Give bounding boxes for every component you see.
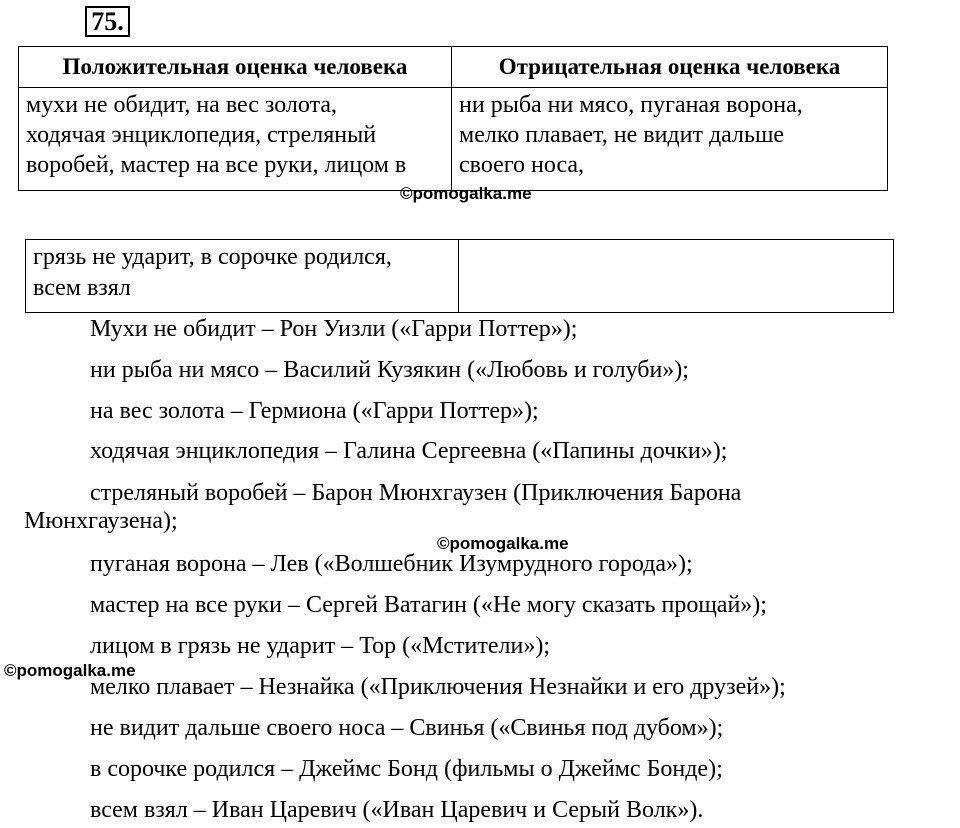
cell-negative [452,88,888,191]
header-negative: Отрицательная оценка человека [452,47,888,88]
answer-line: ходячая энциклопедия – Галина Сергеевна («Папины дочки»); [90,438,728,464]
cell-line: грязь не ударит, в сорочке родился, [33,244,392,270]
answer-line: мастер на все руки – Сергей Ватагин («Не могу сказать прощай»); [90,592,767,618]
cell-positive [26,240,459,313]
idioms-table-continued [25,239,894,313]
watermark: ©pomogalka.me [437,534,569,553]
watermark: ©pomogalka.me [400,184,532,203]
answer-line: в сорочке родился – Джеймс Бонд (фильмы о Джеймс Бонде); [90,756,723,782]
watermark: ©pomogalka.me [4,661,136,680]
answer-line: Мюнхгаузена); [24,508,178,534]
table-row [19,88,888,191]
cell-line: воробей, мастер на все руки, лицом в [26,152,407,178]
answer-line: Мухи не обидит – Рон Уизли («Гарри Поттер»); [90,316,578,342]
answer-line: лицом в грязь не ударит – Тор («Мстители»); [90,633,551,659]
answer-line: ни рыба ни мясо – Василий Кузякин («Любовь и голуби»); [90,357,689,383]
answer-line: мелко плавает – Незнайка («Приключения Незнайки и его друзей»); [90,674,786,700]
table-header-row [19,47,888,88]
exercise-number: 75. [85,6,130,37]
cell-line: мухи не обидит, на вес золота, [26,92,338,118]
cell-positive [19,88,452,191]
header-positive: Положительная оценка человека [19,47,452,88]
answer-line: пуганая ворона – Лев («Волшебник Изумрудного города»); [90,551,693,577]
cell-line: ни рыба ни мясо, пуганая ворона, [459,92,803,118]
answer-line: не видит дальше своего носа – Свинья («Свинья под дубом»); [90,715,724,741]
idioms-table [18,46,888,191]
cell-line: всем взял [33,275,131,301]
table-row [26,240,894,313]
answer-line: на вес золота – Гермиона («Гарри Поттер»); [90,398,539,424]
cell-line: своего носа, [459,152,585,178]
answer-line: всем взял – Иван Царевич («Иван Царевич и Серый Волк»). [90,797,704,823]
cell-line: ходячая энциклопедия, стреляный [26,122,377,148]
answer-line: стреляный воробей – Барон Мюнхгаузен (Приключения Барона [90,480,742,506]
cell-line: мелко плавает, не видит дальше [459,122,785,148]
cell-negative-empty [459,240,894,313]
